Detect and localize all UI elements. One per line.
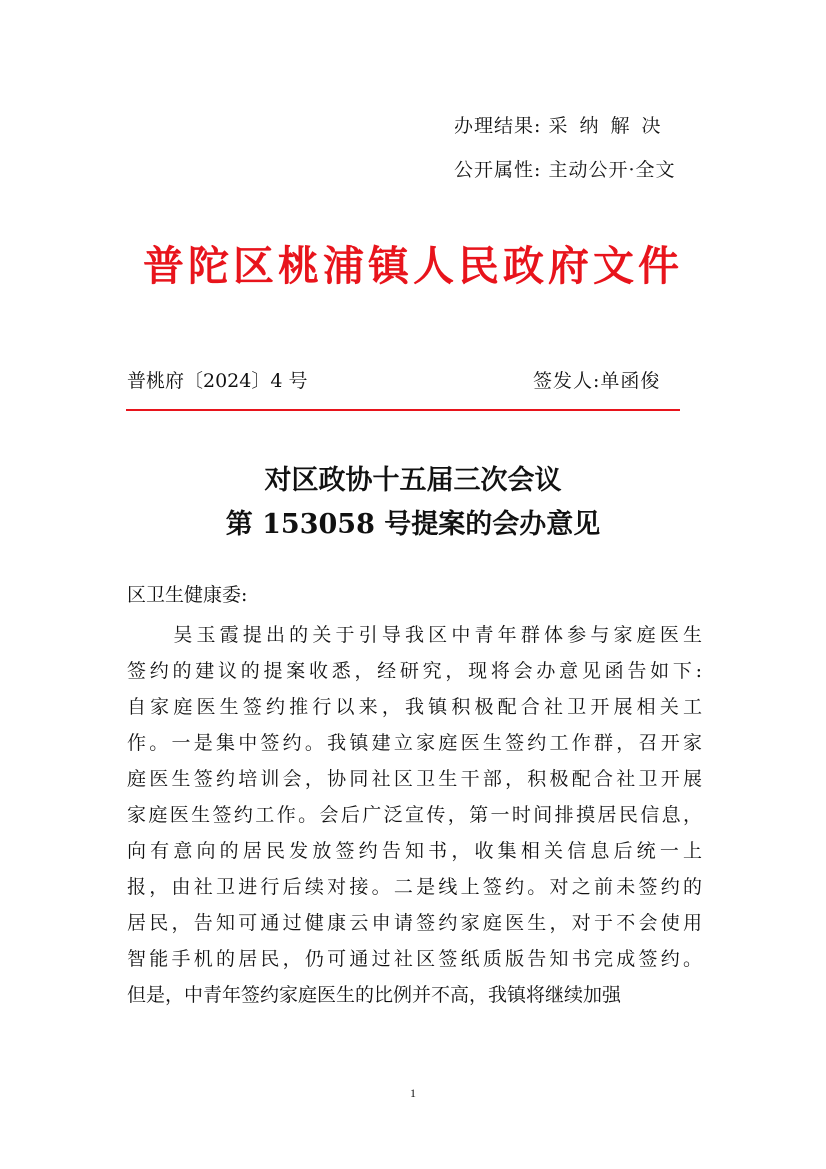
body-line: 作。一是集中签约。我镇建立家庭医生签约工作群，召开家	[127, 732, 702, 754]
disclosure-attribute-value: 主动公开·全文	[548, 159, 676, 181]
handling-result-value: 采纳解决	[548, 115, 673, 137]
page-number: 1	[410, 1086, 416, 1100]
document-number: 普桃府〔2024〕4 号	[127, 370, 308, 392]
body-line: 报，由社卫进行后续对接。二是线上签约。对之前未签约的	[127, 876, 702, 898]
body-line: 签约的建议的提案收悉，经研究，现将会办意见函告如下:	[127, 660, 702, 682]
signer: 签发人:单函俊	[533, 370, 661, 392]
body-line: 向有意向的居民发放签约告知书，收集相关信息后统一上	[127, 840, 702, 862]
body-paragraph	[127, 617, 702, 1013]
body-line: 智能手机的居民，仍可通过社区签纸质版告知书完成签约。	[127, 948, 702, 970]
document-title-line-1: 对区政协十五届三次会议	[264, 465, 562, 496]
disclosure-attribute-label: 公开属性:	[454, 159, 542, 181]
body-line: 庭医生签约培训会，协同社区卫生干部，积极配合社卫开展	[127, 768, 702, 790]
body-line: 但是，中青年签约家庭医生的比例并不高，我镇将继续加强	[127, 984, 622, 1006]
body-line: 吴玉霞提出的关于引导我区中青年群体参与家庭医生	[127, 624, 702, 646]
red-divider-line	[126, 409, 680, 411]
body-line: 家庭医生签约工作。会后广泛宣传，第一时间排摸居民信息，	[127, 804, 702, 826]
handling-result	[454, 111, 754, 138]
issuer-header: 普陀区桃浦镇人民政府文件	[143, 242, 683, 290]
body-line: 居民，告知可通过健康云申请签约家庭医生，对于不会使用	[127, 912, 702, 934]
body-line: 自家庭医生签约推行以来，我镇积极配合社卫开展相关工	[127, 696, 702, 718]
disclosure-attribute	[454, 155, 754, 182]
document-title-line-2: 第 153058 号提案的会办意见	[225, 509, 601, 540]
salutation: 区卫生健康委:	[127, 584, 248, 606]
handling-result-label: 办理结果:	[454, 115, 542, 137]
